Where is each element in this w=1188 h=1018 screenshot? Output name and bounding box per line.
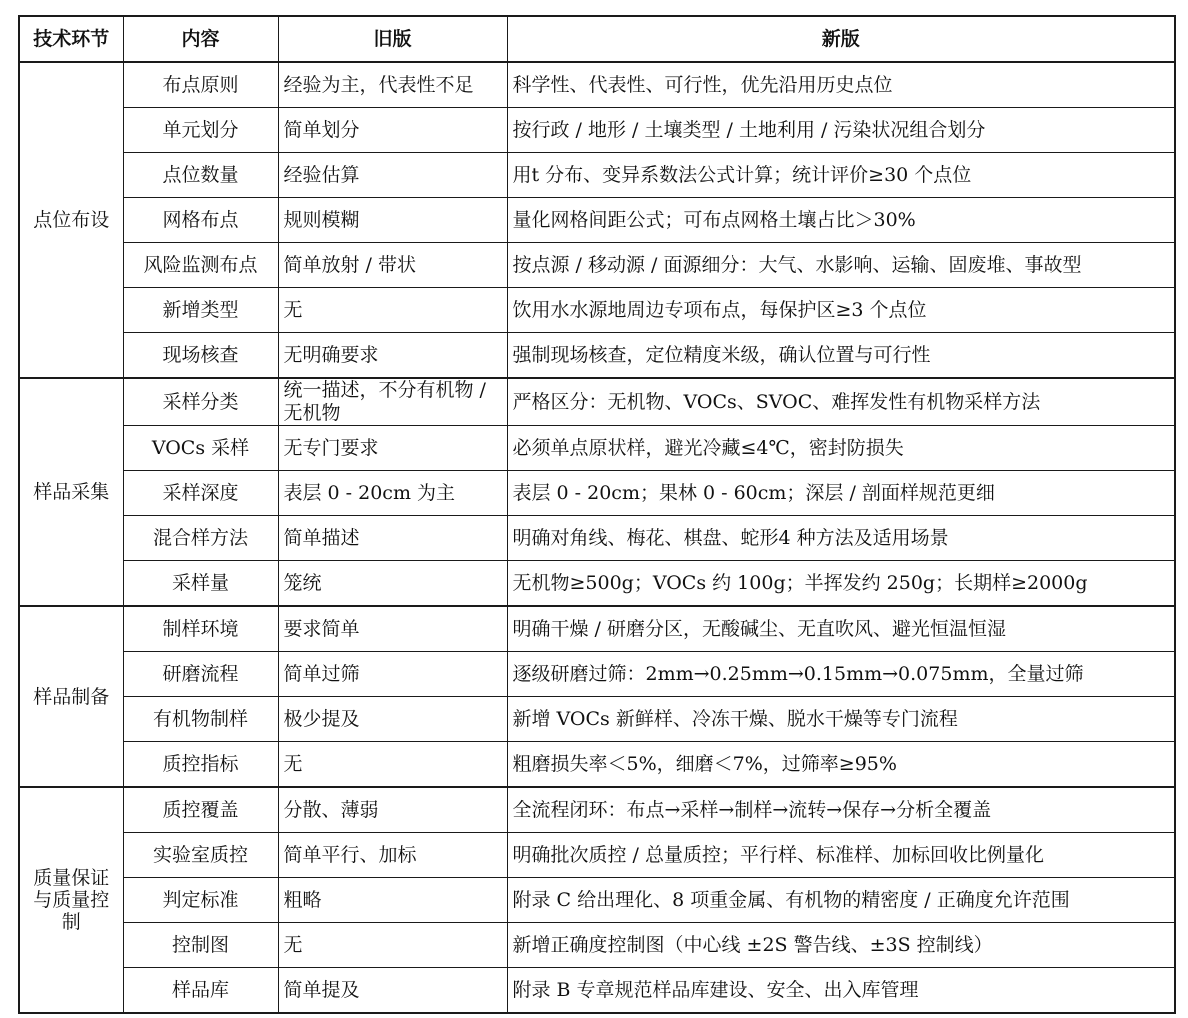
table-body xyxy=(19,62,1175,1013)
table-row xyxy=(19,742,1175,788)
new-version-cell: 用t 分布、变异系数法公式计算；统计评价≥30 个点位 xyxy=(507,153,1175,198)
table-row xyxy=(19,62,1175,108)
table-row xyxy=(19,153,1175,198)
item-cell: 实验室质控 xyxy=(123,833,278,878)
old-version-cell: 简单划分 xyxy=(278,108,507,153)
old-version-cell: 要求简单 xyxy=(278,606,507,652)
new-version-cell: 明确干燥 / 研磨分区，无酸碱尘、无直吹风、避光恒温恒湿 xyxy=(507,606,1175,652)
old-version-cell: 简单过筛 xyxy=(278,652,507,697)
table-row xyxy=(19,108,1175,153)
item-cell: 质控指标 xyxy=(123,742,278,788)
item-cell: 判定标准 xyxy=(123,878,278,923)
old-version-cell: 笼统 xyxy=(278,561,507,607)
old-version-cell: 极少提及 xyxy=(278,697,507,742)
new-version-cell: 明确对角线、梅花、棋盘、蛇形4 种方法及适用场景 xyxy=(507,516,1175,561)
old-version-cell: 无 xyxy=(278,288,507,333)
item-cell: 风险监测布点 xyxy=(123,243,278,288)
old-version-cell: 简单描述 xyxy=(278,516,507,561)
old-version-cell: 无 xyxy=(278,742,507,788)
header-stage: 技术环节 xyxy=(19,16,123,62)
old-version-cell: 简单提及 xyxy=(278,968,507,1014)
table-row xyxy=(19,378,1175,426)
table-row xyxy=(19,833,1175,878)
item-cell: 样品库 xyxy=(123,968,278,1014)
table-row xyxy=(19,471,1175,516)
table-row xyxy=(19,652,1175,697)
new-version-cell: 新增正确度控制图（中心线 ±2S 警告线、±3S 控制线） xyxy=(507,923,1175,968)
new-version-cell: 无机物≥500g；VOCs 约 100g；半挥发约 250g；长期样≥2000g xyxy=(507,561,1175,607)
item-cell: 混合样方法 xyxy=(123,516,278,561)
item-cell: 制样环境 xyxy=(123,606,278,652)
header-new: 新版 xyxy=(507,16,1175,62)
table-row xyxy=(19,697,1175,742)
new-version-cell: 强制现场核查，定位精度米级，确认位置与可行性 xyxy=(507,333,1175,379)
old-version-cell: 无 xyxy=(278,923,507,968)
item-cell: 采样分类 xyxy=(123,378,278,426)
new-version-cell: 必须单点原状样，避光冷藏≤4℃，密封防损失 xyxy=(507,426,1175,471)
new-version-cell: 全流程闭环：布点→采样→制样→流转→保存→分析全覆盖 xyxy=(507,787,1175,833)
header-item: 内容 xyxy=(123,16,278,62)
item-cell: 现场核查 xyxy=(123,333,278,379)
old-version-cell: 无专门要求 xyxy=(278,426,507,471)
new-version-cell: 按点源 / 移动源 / 面源细分：大气、水影响、运输、固废堆、事故型 xyxy=(507,243,1175,288)
item-cell: 布点原则 xyxy=(123,62,278,108)
old-version-cell: 经验为主，代表性不足 xyxy=(278,62,507,108)
old-version-cell: 统一描述，不分有机物 / 无机物 xyxy=(278,378,507,426)
new-version-cell: 逐级研磨过筛：2mm→0.25mm→0.15mm→0.075mm，全量过筛 xyxy=(507,652,1175,697)
table-row xyxy=(19,288,1175,333)
old-version-cell: 经验估算 xyxy=(278,153,507,198)
stage-cell: 质量保证与质量控制 xyxy=(19,787,123,1013)
comparison-table xyxy=(18,15,1176,1014)
item-cell: 采样量 xyxy=(123,561,278,607)
item-cell: 有机物制样 xyxy=(123,697,278,742)
new-version-cell: 新增 VOCs 新鲜样、冷冻干燥、脱水干燥等专门流程 xyxy=(507,697,1175,742)
item-cell: 研磨流程 xyxy=(123,652,278,697)
stage-cell: 样品采集 xyxy=(19,378,123,606)
stage-cell: 点位布设 xyxy=(19,62,123,378)
item-cell: 点位数量 xyxy=(123,153,278,198)
new-version-cell: 严格区分：无机物、VOCs、SVOC、难挥发性有机物采样方法 xyxy=(507,378,1175,426)
item-cell: 单元划分 xyxy=(123,108,278,153)
header-old: 旧版 xyxy=(278,16,507,62)
old-version-cell: 简单放射 / 带状 xyxy=(278,243,507,288)
item-cell: VOCs 采样 xyxy=(123,426,278,471)
table-row xyxy=(19,878,1175,923)
item-cell: 控制图 xyxy=(123,923,278,968)
stage-cell: 样品制备 xyxy=(19,606,123,787)
item-cell: 采样深度 xyxy=(123,471,278,516)
table-row xyxy=(19,198,1175,243)
old-version-cell: 分散、薄弱 xyxy=(278,787,507,833)
new-version-cell: 粗磨损失率＜5%，细磨＜7%，过筛率≥95% xyxy=(507,742,1175,788)
old-version-cell: 规则模糊 xyxy=(278,198,507,243)
new-version-cell: 表层 0 - 20cm；果林 0 - 60cm；深层 / 剖面样规范更细 xyxy=(507,471,1175,516)
item-cell: 新增类型 xyxy=(123,288,278,333)
table-row xyxy=(19,606,1175,652)
table-row xyxy=(19,968,1175,1014)
old-version-cell: 简单平行、加标 xyxy=(278,833,507,878)
table-row xyxy=(19,426,1175,471)
table-row xyxy=(19,516,1175,561)
table-row xyxy=(19,333,1175,379)
new-version-cell: 明确批次质控 / 总量质控；平行样、标准样、加标回收比例量化 xyxy=(507,833,1175,878)
new-version-cell: 附录 C 给出理化、8 项重金属、有机物的精密度 / 正确度允许范围 xyxy=(507,878,1175,923)
table-row xyxy=(19,243,1175,288)
old-version-cell: 表层 0 - 20cm 为主 xyxy=(278,471,507,516)
item-cell: 质控覆盖 xyxy=(123,787,278,833)
table-row xyxy=(19,923,1175,968)
header-row xyxy=(19,16,1175,62)
new-version-cell: 按行政 / 地形 / 土壤类型 / 土地利用 / 污染状况组合划分 xyxy=(507,108,1175,153)
new-version-cell: 附录 B 专章规范样品库建设、安全、出入库管理 xyxy=(507,968,1175,1014)
table-row xyxy=(19,787,1175,833)
new-version-cell: 科学性、代表性、可行性，优先沿用历史点位 xyxy=(507,62,1175,108)
new-version-cell: 饮用水水源地周边专项布点，每保护区≥3 个点位 xyxy=(507,288,1175,333)
old-version-cell: 粗略 xyxy=(278,878,507,923)
new-version-cell: 量化网格间距公式；可布点网格土壤占比＞30% xyxy=(507,198,1175,243)
item-cell: 网格布点 xyxy=(123,198,278,243)
old-version-cell: 无明确要求 xyxy=(278,333,507,379)
table-row xyxy=(19,561,1175,607)
